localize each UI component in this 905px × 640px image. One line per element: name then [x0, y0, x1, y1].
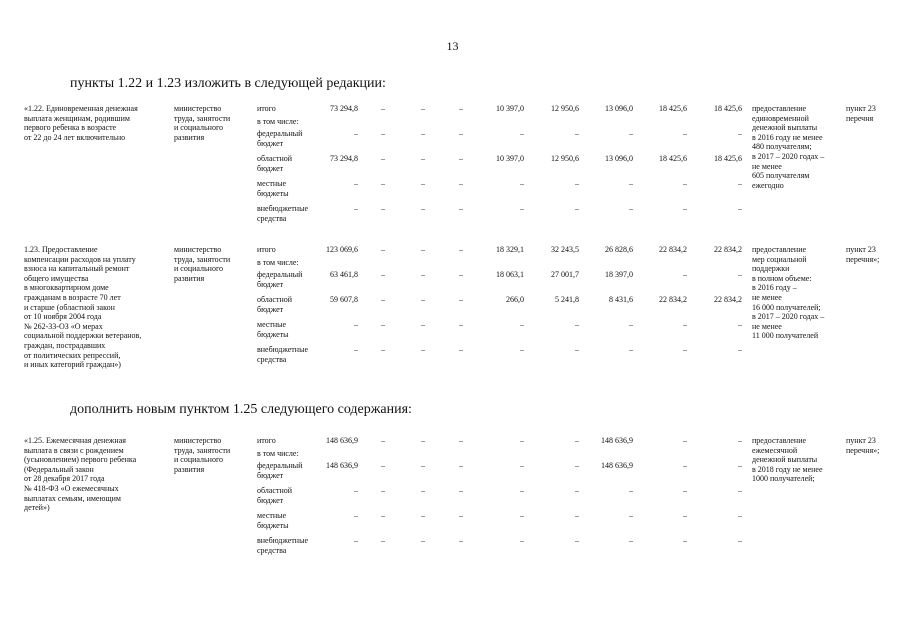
- amount-cell: –: [629, 486, 633, 495]
- amount-cell: 18 425,6: [659, 104, 687, 113]
- amount-cell: 148 636,9: [326, 461, 358, 470]
- amount-cell: –: [575, 511, 579, 520]
- funding-source-label: внебюджетные средства: [257, 536, 308, 555]
- amount-cell: –: [459, 129, 463, 138]
- amount-cell: –: [354, 486, 358, 495]
- amount-cell: –: [683, 129, 687, 138]
- amount-cell: –: [354, 320, 358, 329]
- amount-cell: –: [381, 270, 385, 279]
- amount-cell: 13 096,0: [605, 104, 633, 113]
- amount-cell: 18 397,0: [605, 270, 633, 279]
- amount-cell: –: [629, 204, 633, 213]
- amount-cell: –: [738, 320, 742, 329]
- funding-source-label: местные бюджеты: [257, 320, 289, 339]
- amount-cell: –: [421, 320, 425, 329]
- amount-cell: –: [421, 154, 425, 163]
- section-heading-2: дополнить новым пунктом 1.25 следующего содержания:: [70, 402, 412, 417]
- responsible-ministry: министерство труда, занятости и социального развития: [174, 104, 231, 142]
- amount-cell: –: [629, 129, 633, 138]
- amount-cell: –: [575, 461, 579, 470]
- amount-cell: –: [738, 204, 742, 213]
- amount-cell: –: [459, 320, 463, 329]
- amount-cell: 148 636,9: [601, 461, 633, 470]
- amount-cell: 18 425,6: [714, 104, 742, 113]
- amount-cell: –: [421, 511, 425, 520]
- funding-source-label: местные бюджеты: [257, 179, 289, 198]
- amount-cell: 22 834,2: [714, 295, 742, 304]
- amount-cell: –: [520, 461, 524, 470]
- amount-cell: –: [520, 179, 524, 188]
- amount-cell: –: [459, 204, 463, 213]
- amount-cell: –: [421, 204, 425, 213]
- amount-cell: –: [575, 486, 579, 495]
- amount-cell: –: [381, 320, 385, 329]
- amount-cell: –: [381, 179, 385, 188]
- funding-source-label: итого: [257, 104, 276, 113]
- amount-cell: –: [683, 345, 687, 354]
- amount-cell: –: [459, 270, 463, 279]
- amount-cell: 32 243,5: [551, 245, 579, 254]
- amount-cell: –: [354, 129, 358, 138]
- amount-cell: 22 834,2: [659, 245, 687, 254]
- measure-name: 1.23. Предоставление компенсации расходов на уплату взноса на капитальный ремонт общего имущества в многоквартирном доме гражданам в возрасте 70 лет и старше (областной закон от 10 ноября 2004 года № 262-33-ОЗ «О мерах социальной поддержки ветеранов, граждан, пострадавших от политических репрессий, и иных категорий граждан»): [24, 245, 142, 370]
- amount-cell: –: [575, 204, 579, 213]
- amount-cell: –: [738, 436, 742, 445]
- amount-cell: –: [354, 204, 358, 213]
- amount-cell: 148 636,9: [601, 436, 633, 445]
- funding-source-label: итого: [257, 245, 276, 254]
- amount-cell: 12 950,6: [551, 154, 579, 163]
- amount-cell: –: [738, 486, 742, 495]
- amount-cell: –: [738, 179, 742, 188]
- funding-sublabel: в том числе:: [257, 117, 299, 126]
- funding-source-label: федеральный бюджет: [257, 129, 303, 148]
- amount-cell: –: [683, 179, 687, 188]
- funding-source-label: внебюджетные средства: [257, 345, 308, 364]
- amount-cell: 13 096,0: [605, 154, 633, 163]
- list-reference: пункт 23 перечня: [846, 104, 876, 123]
- amount-cell: –: [575, 536, 579, 545]
- amount-cell: –: [381, 295, 385, 304]
- amount-cell: –: [575, 129, 579, 138]
- amount-cell: 10 397,0: [496, 104, 524, 113]
- amount-cell: –: [381, 436, 385, 445]
- expected-result: предоставление ежемесячной денежной выплаты в 2018 году не менее 1000 получателей;: [752, 436, 823, 484]
- funding-sublabel: в том числе:: [257, 258, 299, 267]
- amount-cell: –: [381, 245, 385, 254]
- responsible-ministry: министерство труда, занятости и социального развития: [174, 245, 231, 283]
- amount-cell: –: [629, 345, 633, 354]
- funding-source-label: федеральный бюджет: [257, 461, 303, 480]
- amount-cell: –: [459, 295, 463, 304]
- amount-cell: –: [738, 536, 742, 545]
- amount-cell: –: [381, 154, 385, 163]
- amount-cell: –: [421, 245, 425, 254]
- amount-cell: –: [629, 511, 633, 520]
- amount-cell: –: [520, 436, 524, 445]
- amount-cell: –: [520, 511, 524, 520]
- funding-source-label: областной бюджет: [257, 295, 293, 314]
- amount-cell: 18 425,6: [714, 154, 742, 163]
- amount-cell: –: [421, 536, 425, 545]
- amount-cell: –: [575, 345, 579, 354]
- amount-cell: –: [738, 461, 742, 470]
- funding-source-label: итого: [257, 436, 276, 445]
- funding-source-label: областной бюджет: [257, 154, 293, 173]
- amount-cell: –: [421, 104, 425, 113]
- amount-cell: 12 950,6: [551, 104, 579, 113]
- measure-name: «1.25. Ежемесячная денежная выплата в связи с рождением (усыновлением) первого ребенка (Федеральный закон от 28 декабря 2017 года № 418-ФЗ «О ежемесячных выплатах семьям, имеющим детей»): [24, 436, 137, 513]
- amount-cell: 63 461,8: [330, 270, 358, 279]
- amount-cell: 22 834,2: [714, 245, 742, 254]
- amount-cell: –: [381, 104, 385, 113]
- amount-cell: –: [381, 204, 385, 213]
- amount-cell: –: [683, 511, 687, 520]
- expected-result: предоставление мер социальной поддержки в полном объеме: в 2016 году – не менее 16 000 получателей; в 2017 – 2020 годах – не менее 11 000 получателей: [752, 245, 825, 341]
- page-number: 13: [446, 39, 459, 53]
- measure-name: «1.22. Единовременная денежная выплата женщинам, родившим первого ребенка в возрасте от 22 до 24 лет включительно: [24, 104, 138, 142]
- amount-cell: –: [520, 320, 524, 329]
- amount-cell: –: [683, 204, 687, 213]
- amount-cell: –: [683, 320, 687, 329]
- amount-cell: 5 241,8: [555, 295, 579, 304]
- amount-cell: –: [683, 486, 687, 495]
- amount-cell: –: [459, 511, 463, 520]
- amount-cell: –: [575, 320, 579, 329]
- amount-cell: –: [459, 154, 463, 163]
- amount-cell: –: [381, 486, 385, 495]
- amount-cell: –: [520, 486, 524, 495]
- amount-cell: 10 397,0: [496, 154, 524, 163]
- amount-cell: 59 607,8: [330, 295, 358, 304]
- amount-cell: –: [683, 461, 687, 470]
- funding-sublabel: в том числе:: [257, 449, 299, 458]
- section-heading-1: пункты 1.22 и 1.23 изложить в следующей редакции:: [70, 76, 386, 91]
- amount-cell: –: [683, 536, 687, 545]
- amount-cell: –: [520, 536, 524, 545]
- amount-cell: –: [421, 461, 425, 470]
- amount-cell: –: [738, 129, 742, 138]
- amount-cell: 18 329,1: [496, 245, 524, 254]
- amount-cell: –: [629, 536, 633, 545]
- amount-cell: 266,0: [506, 295, 524, 304]
- amount-cell: –: [738, 511, 742, 520]
- amount-cell: –: [381, 536, 385, 545]
- amount-cell: –: [459, 104, 463, 113]
- funding-source-label: федеральный бюджет: [257, 270, 303, 289]
- amount-cell: –: [629, 320, 633, 329]
- funding-source-label: областной бюджет: [257, 486, 293, 505]
- amount-cell: –: [683, 436, 687, 445]
- amount-cell: –: [421, 345, 425, 354]
- funding-source-label: внебюджетные средства: [257, 204, 308, 223]
- amount-cell: –: [354, 511, 358, 520]
- amount-cell: –: [354, 179, 358, 188]
- amount-cell: 73 294,8: [330, 154, 358, 163]
- amount-cell: 8 431,6: [609, 295, 633, 304]
- amount-cell: –: [381, 345, 385, 354]
- funding-source-label: местные бюджеты: [257, 511, 289, 530]
- amount-cell: –: [459, 436, 463, 445]
- amount-cell: –: [575, 179, 579, 188]
- amount-cell: 18 425,6: [659, 154, 687, 163]
- amount-cell: 22 834,2: [659, 295, 687, 304]
- amount-cell: –: [520, 129, 524, 138]
- responsible-ministry: министерство труда, занятости и социального развития: [174, 436, 231, 474]
- amount-cell: –: [629, 179, 633, 188]
- amount-cell: –: [354, 536, 358, 545]
- amount-cell: –: [459, 486, 463, 495]
- amount-cell: –: [421, 436, 425, 445]
- amount-cell: –: [381, 129, 385, 138]
- amount-cell: –: [738, 345, 742, 354]
- amount-cell: 123 069,6: [326, 245, 358, 254]
- list-reference: пункт 23 перечня»;: [846, 245, 880, 264]
- amount-cell: –: [381, 511, 385, 520]
- amount-cell: –: [575, 436, 579, 445]
- amount-cell: –: [520, 345, 524, 354]
- amount-cell: –: [459, 536, 463, 545]
- amount-cell: –: [354, 345, 358, 354]
- amount-cell: –: [421, 270, 425, 279]
- amount-cell: –: [459, 345, 463, 354]
- amount-cell: 18 063,1: [496, 270, 524, 279]
- amount-cell: –: [421, 295, 425, 304]
- amount-cell: –: [459, 245, 463, 254]
- expected-result: предоставление единовременной денежной выплаты в 2016 году не менее 480 получателям; в 2017 – 2020 годах – не менее 605 получателям ежегодно: [752, 104, 825, 190]
- amount-cell: –: [421, 129, 425, 138]
- amount-cell: –: [421, 486, 425, 495]
- amount-cell: –: [520, 204, 524, 213]
- amount-cell: –: [421, 179, 425, 188]
- amount-cell: –: [738, 270, 742, 279]
- amount-cell: –: [381, 461, 385, 470]
- amount-cell: 73 294,8: [330, 104, 358, 113]
- amount-cell: 148 636,9: [326, 436, 358, 445]
- amount-cell: –: [459, 179, 463, 188]
- amount-cell: 27 001,7: [551, 270, 579, 279]
- amount-cell: 26 828,6: [605, 245, 633, 254]
- list-reference: пункт 23 перечня»;: [846, 436, 880, 455]
- amount-cell: –: [459, 461, 463, 470]
- amount-cell: –: [683, 270, 687, 279]
